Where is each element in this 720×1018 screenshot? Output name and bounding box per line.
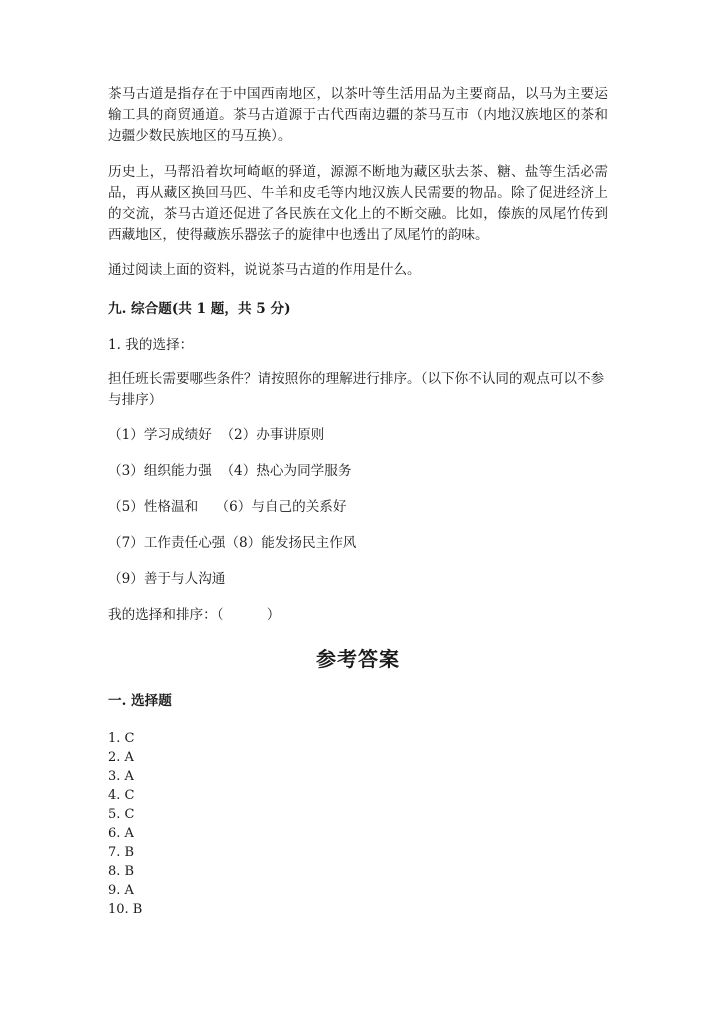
answer-item: 8. B: [108, 864, 135, 879]
answer-item: 7. B: [108, 845, 135, 860]
answer-item: 1. C: [108, 731, 135, 746]
answer-item: 5. C: [108, 807, 135, 822]
option-line-4: （7）工作责任心强（8）能发扬民主作风: [108, 535, 357, 551]
passage-paragraph-1: 茶马古道是指存在于中国西南地区，以茶叶等生活用品为主要商品，以马为主要运输工具的商贸通道。茶马古道源于古代西南边疆的茶马互市（内地汉族地区的茶和边疆少数民族地区的马互换）。: [108, 86, 608, 144]
answer-item: 6. A: [108, 826, 134, 841]
answer-item: 4. C: [108, 788, 135, 803]
answer-item: 9. A: [108, 883, 134, 898]
passage-question: 通过阅读上面的资料，说说茶马古道的作用是什么。: [108, 262, 421, 278]
option-line-1: （1）学习成绩好 （2）办事讲原则: [108, 427, 325, 443]
answer-item: 2. A: [108, 750, 134, 765]
option-line-2: （3）组织能力强 （4）热心为同学服务: [108, 463, 352, 479]
answers-heading: 参考答案: [316, 647, 400, 671]
answers-section-1-title: 一. 选择题: [108, 693, 172, 709]
question-body: 担任班长需要哪些条件？请按照你的理解进行排序。（以下你不认同的观点可以不参与排序）: [108, 371, 605, 408]
section-9-title: 九. 综合题(共 1 题，共 5 分): [108, 301, 291, 317]
answer-list: [108, 729, 608, 919]
answer-item: 10. B: [108, 902, 143, 917]
option-line-3: （5）性格温和 （6）与自己的关系好: [108, 499, 347, 515]
answer-item: 3. A: [108, 769, 134, 784]
question-number: 1. 我的选择：: [108, 337, 194, 353]
option-line-5: （9）善于与人沟通: [108, 571, 226, 587]
passage-paragraph-2: 历史上，马帮沿着坎坷崎岖的驿道，源源不断地为藏区驮去茶、糖、盐等生活必需品，再从藏区换回马匹、牛羊和皮毛等内地汉族人民需要的物品。除了促进经济上的交流，茶马古道还促进了各民族在文化上的不断交融。比如，傣族的凤尾竹传到西藏地区，使得藏族乐器弦子的旋律中也透出了凤尾竹的韵味。: [108, 164, 608, 243]
document-page: [108, 84, 608, 919]
answer-prompt: 我的选择和排序：（ ）: [108, 607, 281, 623]
